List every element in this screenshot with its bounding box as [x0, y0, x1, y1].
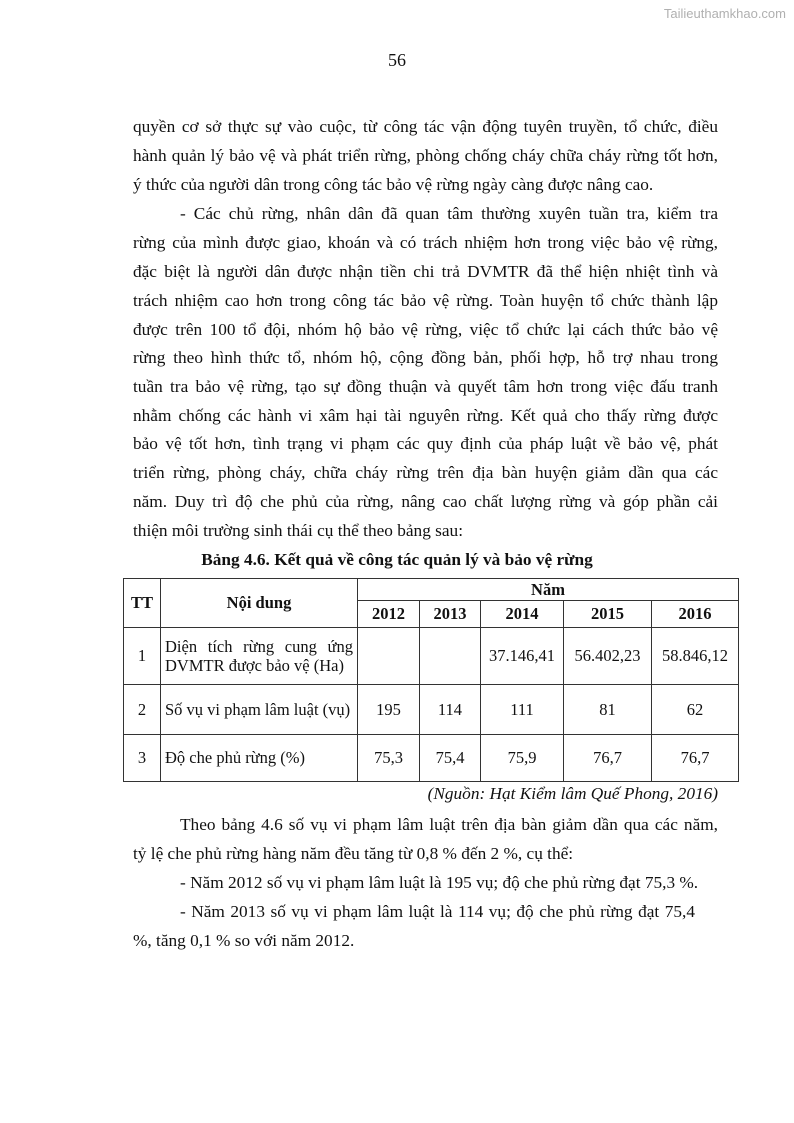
cell-value: 62: [652, 685, 739, 735]
text-line: đặc biệt là người dân được nhận tiền chi trả DVMTR đã thể hiện nhiệt tình và: [133, 262, 718, 281]
cell-tt: 3: [124, 735, 161, 782]
cell-value: [358, 628, 420, 685]
header-year: 2015: [564, 601, 652, 628]
text-line: thiện môi trường sinh thái cụ thể theo bảng sau:: [133, 521, 463, 540]
cell-value: [420, 628, 481, 685]
table-source: (Nguồn: Hạt Kiểm lâm Quế Phong, 2016): [427, 784, 718, 803]
table-row: [124, 735, 739, 782]
cell-value: 75,9: [481, 735, 564, 782]
cell-value: 76,7: [652, 735, 739, 782]
text-line: tỷ lệ che phủ rừng hàng năm đều tăng từ 0,8 % đến 2 %, cụ thể:: [133, 844, 574, 863]
header-year-group: Năm: [358, 579, 739, 601]
text-line: được trên 100 tổ đội, nhóm hộ bảo vệ rừng, việc tổ chức lại cách thức bảo vệ: [133, 320, 718, 339]
text-line: hành quản lý bảo vệ và phát triển rừng, phòng chống cháy chữa cháy rừng tốt hơn,: [133, 146, 718, 165]
text-line: rừng theo hình thức tổ, nhóm hộ, cộng đồng bản, phối hợp, hỗ trợ nhau trong: [133, 348, 718, 367]
cell-value: 195: [358, 685, 420, 735]
text-line: - Năm 2012 số vụ vi phạm lâm luật là 195 vụ; độ che phủ rừng đạt 75,3 %.: [180, 873, 699, 892]
text-line: bảo vệ tốt hơn, tình trạng vi phạm các quy định của pháp luật về bảo vệ, phát: [133, 434, 718, 453]
text-line: - Các chủ rừng, nhân dân đã quan tâm thường xuyên tuần tra, kiểm tra: [180, 204, 718, 223]
text-line: Theo bảng 4.6 số vụ vi phạm lâm luật trên địa bàn giảm dần qua các năm,: [180, 815, 718, 834]
page-number: 56: [388, 50, 406, 70]
cell-value: 114: [420, 685, 481, 735]
watermark: Tailieuthamkhao.com: [663, 6, 786, 21]
text-line: năm. Duy trì độ che phủ của rừng, nâng cao chất lượng rừng và góp phần cải: [133, 492, 718, 511]
cell-content: Số vụ vi phạm lâm luật (vụ): [161, 685, 358, 735]
cell-value: 58.846,12: [652, 628, 739, 685]
results-table: [123, 578, 739, 782]
cell-tt: 2: [124, 685, 161, 735]
table-row: [124, 685, 739, 735]
header-content: Nội dung: [161, 579, 358, 628]
cell-value: 37.146,41: [481, 628, 564, 685]
text-line: ý thức của người dân trong công tác bảo vệ rừng ngày càng được nâng cao.: [133, 175, 654, 194]
text-line: tuần tra bảo vệ rừng, tạo sự đồng thuận và quyết tâm hơn trong việc đấu tranh: [133, 377, 718, 396]
cell-content: Độ che phủ rừng (%): [161, 735, 358, 782]
cell-value: 75,3: [358, 735, 420, 782]
header-year: 2016: [652, 601, 739, 628]
table-caption: Bảng 4.6. Kết quả về công tác quản lý và bảo vệ rừng: [201, 550, 593, 569]
text-line: trách nhiệm cao hơn trong công tác bảo vệ rừng. Toàn huyện tổ chức thành lập: [133, 291, 718, 310]
cell-tt: 1: [124, 628, 161, 685]
header-year: 2012: [358, 601, 420, 628]
cell-value: 75,4: [420, 735, 481, 782]
text-line: nhằm chống các hành vi xâm hại tài nguyên rừng. Kết quả cho thấy rừng được: [133, 406, 718, 425]
text-line: - Năm 2013 số vụ vi phạm lâm luật là 114 vụ; độ che phủ rừng đạt 75,4: [180, 902, 695, 921]
text-line: rừng của mình được giao, khoán và có trách nhiệm hơn trong việc bảo vệ rừng,: [133, 233, 718, 252]
text-line: quyền cơ sở thực sự vào cuộc, từ công tác vận động tuyên truyền, tổ chức, điều: [133, 117, 718, 136]
header-year: 2014: [481, 601, 564, 628]
cell-value: 81: [564, 685, 652, 735]
cell-content: Diện tích rừng cung ứng DVMTR được bảo vệ (Ha): [161, 628, 358, 685]
text-line: triển rừng, phòng cháy, chữa cháy rừng trên địa bàn huyện giảm dần qua các: [133, 463, 718, 482]
header-year: 2013: [420, 601, 481, 628]
table-row: [124, 628, 739, 685]
cell-value: 111: [481, 685, 564, 735]
cell-value: 76,7: [564, 735, 652, 782]
header-tt: TT: [124, 579, 161, 628]
cell-value: 56.402,23: [564, 628, 652, 685]
text-line: %, tăng 0,1 % so với năm 2012.: [133, 931, 355, 950]
